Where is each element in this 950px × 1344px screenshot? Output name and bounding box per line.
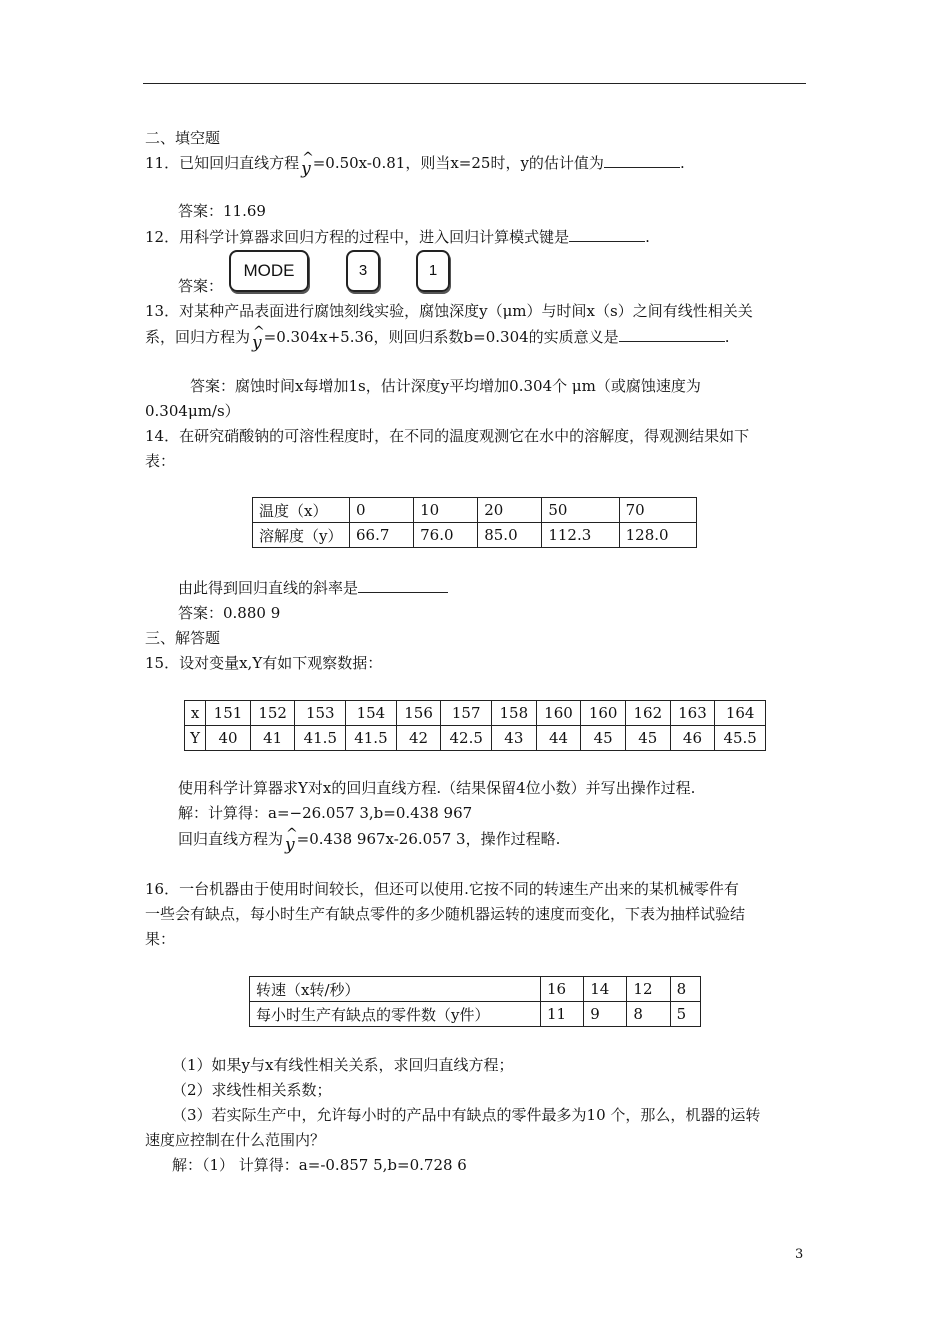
section-title-fill-blank: 二、填空题 xyxy=(145,129,221,147)
table-cell: 41.5 xyxy=(295,726,346,751)
table-cell: 85.0 xyxy=(478,523,542,548)
table-cell: 14 xyxy=(584,977,627,1002)
y-hat-symbol: ^ y xyxy=(252,333,262,353)
table-row xyxy=(253,498,697,523)
table-cell: 43 xyxy=(492,726,537,751)
table-cell: 158 xyxy=(492,701,537,726)
table-cell: 16 xyxy=(541,977,584,1002)
header-rule xyxy=(143,83,806,84)
key-1: 1 xyxy=(416,250,450,292)
table-cell: 5 xyxy=(670,1002,700,1027)
question-16-part3b: 速度应控制在什么范围内？ xyxy=(145,1131,326,1149)
table-cell: 转速（x转/秒） xyxy=(250,977,541,1002)
table-cell: 66.7 xyxy=(350,523,414,548)
question-14-ask: 由此得到回归直线的斜率是 xyxy=(178,578,448,598)
table-cell: 70 xyxy=(619,498,696,523)
question-14-line2: 表： xyxy=(145,452,176,470)
question-12: 12．用科学计算器求回归方程的过程中，进入回归计算模式键是 . xyxy=(145,228,650,246)
table-cell: 45 xyxy=(581,726,626,751)
table-cell: 20 xyxy=(478,498,542,523)
table-cell: 154 xyxy=(346,701,397,726)
table-cell: 160 xyxy=(536,701,581,726)
table-cell: 157 xyxy=(441,701,492,726)
table-row xyxy=(250,977,701,1002)
question-15-instruction: 使用科学计算器求Y对x的回归直线方程.（结果保留4位小数）并写出操作过程. xyxy=(178,779,696,797)
table-cell: 128.0 xyxy=(619,523,696,548)
table-cell: 每小时生产有缺点的零件数（y件） xyxy=(250,1002,541,1027)
question-16-part3a: （3）若实际生产中，允许每小时的产品中有缺点的零件最多为10 个，那么，机器的运转 xyxy=(172,1106,761,1124)
table-row xyxy=(250,1002,701,1027)
table-cell: x xyxy=(185,701,206,726)
table-cell: 44 xyxy=(536,726,581,751)
question-13-line1: 13．对某种产品表面进行腐蚀刻线实验，腐蚀深度y（μm）与时间x（s）之间有线性相关关 xyxy=(145,302,753,320)
table-cell: 40 xyxy=(206,726,251,751)
table-cell: 46 xyxy=(670,726,715,751)
answer-12-label: 答案： xyxy=(178,277,224,295)
table-cell: 163 xyxy=(670,701,715,726)
table-cell: 164 xyxy=(715,701,766,726)
table-cell: 11 xyxy=(541,1002,584,1027)
observation-table xyxy=(184,700,766,751)
table-cell: 41 xyxy=(250,726,295,751)
table-cell: 156 xyxy=(396,701,441,726)
table-cell: 153 xyxy=(295,701,346,726)
table-cell: 162 xyxy=(625,701,670,726)
answer-11: 答案：11.69 xyxy=(178,202,266,220)
solution-16: 解：（1） 计算得：a=-0.857 5,b=0.728 6 xyxy=(172,1156,467,1174)
question-16-part2: （2）求线性相关系数； xyxy=(172,1081,332,1099)
solution-15-line1: 解：计算得：a=−26.057 3,b=0.438 967 xyxy=(178,804,473,822)
table-cell: 12 xyxy=(627,977,670,1002)
table-cell: 42 xyxy=(396,726,441,751)
table-row xyxy=(253,523,697,548)
solubility-table xyxy=(252,497,697,548)
table-cell: 45.5 xyxy=(715,726,766,751)
question-16-line3: 果： xyxy=(145,930,176,948)
table-cell: 9 xyxy=(584,1002,627,1027)
table-cell: 151 xyxy=(206,701,251,726)
y-hat-symbol: ^ y xyxy=(301,159,311,179)
answer-blank xyxy=(604,153,680,168)
table-cell: 10 xyxy=(414,498,478,523)
table-row xyxy=(185,701,766,726)
question-11: 11．已知回归直线方程^ y =0.50x-0.81，则当x=25时，y的估计值为 . xyxy=(145,153,685,173)
section-title-solve: 三、解答题 xyxy=(145,629,221,647)
question-15-line1: 15．设对变量x,Y有如下观察数据： xyxy=(145,654,383,672)
table-cell: 160 xyxy=(581,701,626,726)
table-cell: 152 xyxy=(250,701,295,726)
question-13-line2: 系，回归方程为^ y =0.304x+5.36，则回归系数b=0.304的实质意义是 . xyxy=(145,327,729,347)
table-cell: 8 xyxy=(670,977,700,1002)
key-mode: MODE xyxy=(229,250,309,292)
page-number: 3 xyxy=(795,1247,804,1262)
answer-13-line1: 答案：腐蚀时间x每增加1s，估计深度y平均增加0.304个 μm（或腐蚀速度为 xyxy=(190,377,701,395)
table-cell: 42.5 xyxy=(441,726,492,751)
defect-table xyxy=(249,976,701,1027)
table-cell: Y xyxy=(185,726,206,751)
table-cell: 溶解度（y） xyxy=(253,523,350,548)
question-16-line2: 一些会有缺点，每小时生产有缺点零件的多少随机器运转的速度而变化，下表为抽样试验结 xyxy=(145,905,746,923)
table-cell: 0 xyxy=(350,498,414,523)
table-cell: 41.5 xyxy=(346,726,397,751)
table-cell: 50 xyxy=(542,498,619,523)
answer-13-line2: 0.304μm/s） xyxy=(145,402,240,420)
table-cell: 45 xyxy=(625,726,670,751)
question-14-line1: 14．在研究硝酸钠的可溶性程度时，在不同的温度观测它在水中的溶解度，得观测结果如下 xyxy=(145,427,750,445)
key-3: 3 xyxy=(346,250,380,292)
y-hat-symbol: ^ y xyxy=(285,835,295,855)
table-cell: 76.0 xyxy=(414,523,478,548)
answer-14: 答案：0.880 9 xyxy=(178,604,281,622)
table-row xyxy=(185,726,766,751)
question-16-line1: 16．一台机器由于使用时间较长，但还可以使用.它按不同的转速生产出来的某机械零件有 xyxy=(145,880,739,898)
question-16-part1: （1）如果y与x有线性相关关系，求回归直线方程； xyxy=(172,1056,514,1074)
table-cell: 112.3 xyxy=(542,523,619,548)
table-cell: 温度（x） xyxy=(253,498,350,523)
answer-blank xyxy=(569,227,645,242)
table-cell: 8 xyxy=(627,1002,670,1027)
answer-blank xyxy=(619,327,725,342)
solution-15-line2: 回归直线方程为^ y =0.438 967x-26.057 3，操作过程略. xyxy=(178,829,560,849)
answer-blank xyxy=(358,578,448,593)
